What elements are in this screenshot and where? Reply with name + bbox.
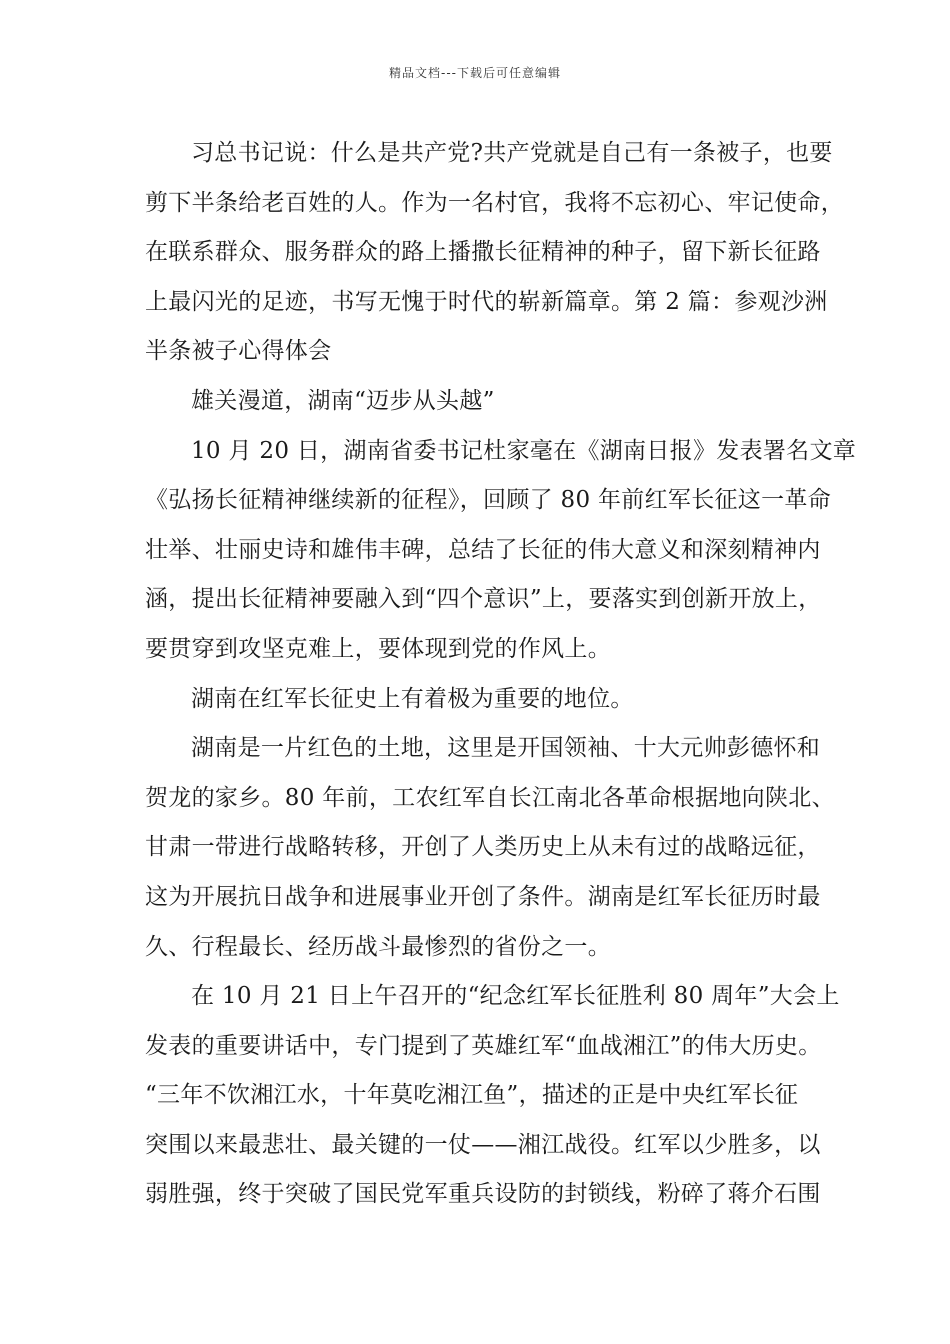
text-line: 湖南在红军长征史上有着极为重要的地位。 [191, 685, 634, 712]
text-line: 涵，提出长征精神要融入到“四个意识”上，要落实到创新开放上， [145, 586, 822, 613]
text-line: 贺龙的家乡。80 年前，工农红军自长江南北各革命根据地向陕北、 [145, 784, 835, 811]
paragraph-4 [145, 675, 810, 725]
text-line: 突围以来最悲壮、最关键的一仗——湘江战役。红军以少胜多，以 [145, 1131, 821, 1158]
text-line: 雄关漫道，湖南“迈步从头越” [191, 387, 495, 414]
text-line: 习总书记说：什么是共产党?共产党就是自己有一条被子，也要 [191, 140, 833, 166]
text-line: 在联系群众、服务群众的路上播撒长征精神的种子，留下新长征路 [145, 239, 821, 266]
paragraph-3 [145, 427, 857, 675]
paragraph-6 [145, 972, 840, 1220]
document-body [145, 129, 857, 1220]
text-line: 湖南是一片红色的土地，这里是开国领袖、十大元帅彭德怀和 [191, 735, 821, 762]
text-line: 《弘扬长征精神继续新的征程》，回顾了 80 年前红军长征这一革命 [145, 487, 831, 514]
text-line: 壮举、壮丽史诗和雄伟丰碑，总结了长征的伟大意义和深刻精神内 [145, 536, 821, 563]
text-line: 剪下半条给老百姓的人。作为一名村官，我将不忘初心、牢记使命， [145, 189, 844, 216]
paragraph-1 [145, 129, 844, 377]
paragraph-2 [145, 377, 810, 427]
text-line: 久、行程最长、经历战斗最惨烈的省份之一。 [145, 933, 611, 960]
text-line: “三年不饮湘江水，十年莫吃湘江鱼”，描述的正是中央红军长征 [145, 1082, 799, 1109]
paragraph-5 [145, 724, 835, 972]
text-line: 弱胜强，终于突破了国民党军重兵设防的封锁线，粉碎了蒋介石围 [145, 1181, 821, 1208]
text-line: 甘肃一带进行战略转移，开创了人类历史上从未有过的战略远征， [145, 834, 821, 861]
text-line: 在 10 月 21 日上午召开的“纪念红军长征胜利 80 周年”大会上 [191, 983, 840, 1010]
text-line: 这为开展抗日战争和进展事业开创了条件。湖南是红军长征历时最 [145, 883, 821, 910]
text-line: 要贯穿到攻坚克难上，要体现到党的作风上。 [145, 635, 611, 662]
text-line: 发表的重要讲话中，专门提到了英雄红军“血战湘江”的伟大历史。 [145, 1032, 822, 1059]
text-line: 半条被子心得体会 [145, 338, 332, 365]
text-line: 10 月 20 日，湖南省委书记杜家毫在《湖南日报》发表署名文章 [191, 437, 857, 464]
text-line: 上最闪光的足迹，书写无愧于时代的崭新篇章。第 2 篇：参观沙洲 [145, 288, 828, 315]
page-header: 精品文档---下载后可任意编辑 [389, 66, 561, 80]
